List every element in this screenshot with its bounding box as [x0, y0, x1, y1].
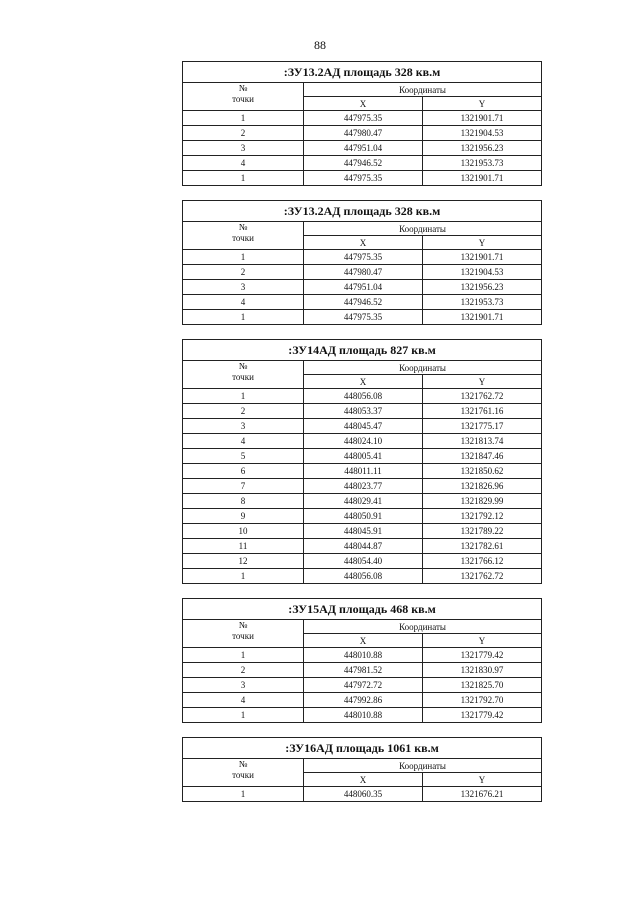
x-coordinate-cell: 447975.35 [304, 310, 423, 325]
table-row [183, 569, 542, 584]
coordinates-header: Координаты [304, 620, 542, 634]
table-row [183, 111, 542, 126]
table-row [183, 141, 542, 156]
point-number-cell: 1 [183, 111, 304, 126]
y-coordinate-cell: 1321825.70 [423, 678, 542, 693]
table-row [183, 648, 542, 663]
point-number-cell: 3 [183, 678, 304, 693]
table-row [183, 171, 542, 186]
x-coordinate-cell: 448056.08 [304, 569, 423, 584]
point-number-cell: 9 [183, 509, 304, 524]
point-number-word: точки [232, 233, 254, 243]
table-gap [182, 584, 541, 598]
x-coordinate-cell: 447975.35 [304, 111, 423, 126]
table-title: :ЗУ15АД площадь 468 кв.м [183, 599, 542, 620]
table-gap [182, 325, 541, 339]
y-coordinate-cell: 1321826.96 [423, 479, 542, 494]
x-header: X [304, 773, 423, 787]
y-coordinate-cell: 1321676.21 [423, 787, 542, 802]
point-number-header [183, 759, 304, 787]
y-coordinate-cell: 1321901.71 [423, 171, 542, 186]
y-header: Y [423, 97, 542, 111]
point-number-cell: 4 [183, 434, 304, 449]
table-gap [182, 186, 541, 200]
table-row [183, 434, 542, 449]
point-number-header [183, 361, 304, 389]
coordinate-table [182, 737, 542, 802]
y-coordinate-cell: 1321792.12 [423, 509, 542, 524]
table-row [183, 509, 542, 524]
point-number-header [183, 620, 304, 648]
x-coordinate-cell: 448045.91 [304, 524, 423, 539]
coordinates-header: Координаты [304, 759, 542, 773]
coordinates-header: Координаты [304, 361, 542, 375]
x-coordinate-cell: 447980.47 [304, 265, 423, 280]
point-number-header [183, 222, 304, 250]
x-coordinate-cell: 448054.40 [304, 554, 423, 569]
table-row [183, 554, 542, 569]
y-coordinate-cell: 1321779.42 [423, 708, 542, 723]
page-number: 88 [314, 38, 326, 52]
x-coordinate-cell: 447980.47 [304, 126, 423, 141]
x-header: X [304, 236, 423, 250]
point-number-cell: 8 [183, 494, 304, 509]
point-number-cell: 4 [183, 156, 304, 171]
point-number-symbol: № [238, 759, 248, 769]
x-coordinate-cell: 448010.88 [304, 648, 423, 663]
table-row [183, 479, 542, 494]
x-coordinate-cell: 448045.47 [304, 419, 423, 434]
point-number-symbol: № [238, 361, 248, 371]
table-row [183, 464, 542, 479]
point-number-symbol: № [238, 620, 248, 630]
point-number-cell: 2 [183, 663, 304, 678]
point-number-cell: 6 [183, 464, 304, 479]
table-title: :ЗУ16АД площадь 1061 кв.м [183, 738, 542, 759]
y-coordinate-cell: 1321956.23 [423, 280, 542, 295]
point-number-cell: 7 [183, 479, 304, 494]
point-number-cell: 1 [183, 708, 304, 723]
x-coordinate-cell: 447946.52 [304, 295, 423, 310]
y-coordinate-cell: 1321956.23 [423, 141, 542, 156]
table-row [183, 310, 542, 325]
y-coordinate-cell: 1321775.17 [423, 419, 542, 434]
table-row [183, 280, 542, 295]
point-number-word: точки [232, 94, 254, 104]
y-coordinate-cell: 1321789.22 [423, 524, 542, 539]
point-number-cell: 1 [183, 171, 304, 186]
x-coordinate-cell: 447951.04 [304, 280, 423, 295]
point-number-word: точки [232, 770, 254, 780]
table-row [183, 494, 542, 509]
point-number-cell: 5 [183, 449, 304, 464]
table-row [183, 126, 542, 141]
coordinate-table [182, 339, 542, 584]
table-row [183, 678, 542, 693]
point-number-cell: 3 [183, 419, 304, 434]
x-header: X [304, 375, 423, 389]
point-number-cell: 1 [183, 787, 304, 802]
table-title: :ЗУ13.2АД площадь 328 кв.м [183, 201, 542, 222]
table-row [183, 250, 542, 265]
y-header: Y [423, 375, 542, 389]
point-number-cell: 2 [183, 126, 304, 141]
y-coordinate-cell: 1321901.71 [423, 111, 542, 126]
point-number-header [183, 83, 304, 111]
table-row [183, 539, 542, 554]
point-number-symbol: № [238, 83, 248, 93]
point-number-word: точки [232, 372, 254, 382]
table-row [183, 524, 542, 539]
table-row [183, 265, 542, 280]
point-number-cell: 4 [183, 295, 304, 310]
x-coordinate-cell: 448044.87 [304, 539, 423, 554]
point-number-cell: 11 [183, 539, 304, 554]
point-number-word: точки [232, 631, 254, 641]
x-coordinate-cell: 447981.52 [304, 663, 423, 678]
x-coordinate-cell: 448010.88 [304, 708, 423, 723]
y-header: Y [423, 634, 542, 648]
table-row [183, 449, 542, 464]
y-coordinate-cell: 1321762.72 [423, 569, 542, 584]
y-coordinate-cell: 1321761.16 [423, 404, 542, 419]
y-coordinate-cell: 1321904.53 [423, 126, 542, 141]
table-row [183, 419, 542, 434]
table-row [183, 663, 542, 678]
x-coordinate-cell: 448011.11 [304, 464, 423, 479]
y-coordinate-cell: 1321850.62 [423, 464, 542, 479]
point-number-cell: 2 [183, 265, 304, 280]
table-row [183, 389, 542, 404]
x-coordinate-cell: 448050.91 [304, 509, 423, 524]
point-number-cell: 1 [183, 250, 304, 265]
coordinate-table [182, 598, 542, 723]
x-coordinate-cell: 447992.86 [304, 693, 423, 708]
y-coordinate-cell: 1321953.73 [423, 295, 542, 310]
point-number-cell: 1 [183, 310, 304, 325]
y-coordinate-cell: 1321813.74 [423, 434, 542, 449]
point-number-cell: 1 [183, 569, 304, 584]
point-number-cell: 12 [183, 554, 304, 569]
x-coordinate-cell: 448005.41 [304, 449, 423, 464]
y-coordinate-cell: 1321779.42 [423, 648, 542, 663]
x-coordinate-cell: 448060.35 [304, 787, 423, 802]
table-row [183, 404, 542, 419]
table-row [183, 693, 542, 708]
y-coordinate-cell: 1321792.70 [423, 693, 542, 708]
x-coordinate-cell: 447975.35 [304, 171, 423, 186]
x-header: X [304, 97, 423, 111]
y-coordinate-cell: 1321904.53 [423, 265, 542, 280]
table-row [183, 708, 542, 723]
coordinate-tables [182, 61, 541, 802]
coordinate-table [182, 61, 542, 186]
x-coordinate-cell: 447972.72 [304, 678, 423, 693]
x-coordinate-cell: 447946.52 [304, 156, 423, 171]
point-number-cell: 3 [183, 141, 304, 156]
y-coordinate-cell: 1321766.12 [423, 554, 542, 569]
point-number-cell: 10 [183, 524, 304, 539]
y-coordinate-cell: 1321953.73 [423, 156, 542, 171]
x-coordinate-cell: 447951.04 [304, 141, 423, 156]
point-number-cell: 1 [183, 648, 304, 663]
x-coordinate-cell: 447975.35 [304, 250, 423, 265]
x-coordinate-cell: 448056.08 [304, 389, 423, 404]
y-header: Y [423, 773, 542, 787]
x-coordinate-cell: 448023.77 [304, 479, 423, 494]
y-coordinate-cell: 1321901.71 [423, 310, 542, 325]
table-title: :ЗУ14АД площадь 827 кв.м [183, 340, 542, 361]
table-row [183, 156, 542, 171]
point-number-cell: 1 [183, 389, 304, 404]
table-title: :ЗУ13.2АД площадь 328 кв.м [183, 62, 542, 83]
point-number-cell: 3 [183, 280, 304, 295]
table-row [183, 295, 542, 310]
point-number-cell: 4 [183, 693, 304, 708]
y-coordinate-cell: 1321782.61 [423, 539, 542, 554]
table-row [183, 787, 542, 802]
x-coordinate-cell: 448029.41 [304, 494, 423, 509]
x-coordinate-cell: 448024.10 [304, 434, 423, 449]
point-number-symbol: № [238, 222, 248, 232]
point-number-cell: 2 [183, 404, 304, 419]
coordinate-table [182, 200, 542, 325]
table-gap [182, 723, 541, 737]
coordinates-header: Координаты [304, 83, 542, 97]
x-coordinate-cell: 448053.37 [304, 404, 423, 419]
coordinates-header: Координаты [304, 222, 542, 236]
y-header: Y [423, 236, 542, 250]
y-coordinate-cell: 1321762.72 [423, 389, 542, 404]
y-coordinate-cell: 1321901.71 [423, 250, 542, 265]
y-coordinate-cell: 1321829.99 [423, 494, 542, 509]
y-coordinate-cell: 1321847.46 [423, 449, 542, 464]
x-header: X [304, 634, 423, 648]
y-coordinate-cell: 1321830.97 [423, 663, 542, 678]
